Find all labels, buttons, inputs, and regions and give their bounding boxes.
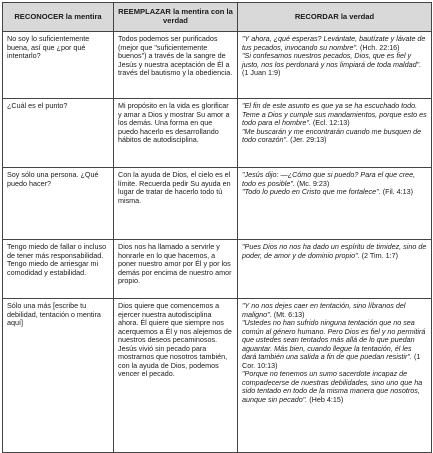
verse-reference: (1 Cor. 10:13) [242,352,421,370]
replace-cell: Con la ayuda de Dios, el cielo es el límite. Recuerda pedir Su ayuda en lugar de tratar de hacerlo todo tú misma. [114,168,238,240]
verse-quote: "Pues Dios no nos ha dado un espíritu de timidez, sino de poder, de amor y de dominio propio". [242,242,427,260]
verse-quote: "Jesús dijo: —¿Cómo que si puedo? Para el que cree, todo es posible". [242,170,416,188]
lie-cell: Tengo miedo de fallar o incluso de tener más responsabilidad. Tengo miedo de arriesgar mi comodidad y estabilidad. [3,240,114,299]
verse-cell [238,99,432,168]
verse-entry [242,35,427,52]
table-row [3,299,432,453]
header-remember: RECORDAR la verdad [238,3,432,32]
lie-cell: ¿Cuál es el punto? [3,99,114,168]
verse-cell [238,32,432,99]
verse-entry [242,302,427,319]
verse-reference: (Ecl. 12:13) [310,118,350,128]
verse-cell [238,299,432,453]
replace-cell: Dios quiere que comencemos a ejercer nuestra autodisciplina ahora. Él quiere que siempre nos acerquemos a Él y nos alejemos de nuestros deseos pecaminosos. Jesús vivió sin pecado para mostrarnos que nosotros también, con la ayuda de Dios, podemos vencer el pecado. [114,299,238,453]
verse-entry [242,171,427,188]
verse-reference: (Hch. 22:16) [358,42,400,52]
verse-entry [242,243,427,260]
verse-entry [242,102,427,128]
verse-entry [242,319,427,370]
verse-entry [242,370,427,404]
lie-cell: Sólo una más [escribe tu debilidad, tentación o mentira aquí] [3,299,114,453]
verse-reference: (Heb 4:15) [307,395,344,405]
verse-quote: "Todo lo puedo en Cristo que me fortalece". [242,187,381,197]
verse-quote: "El fin de este asunto es que ya se ha escuchado todo. Teme a Dios y cumple sus mandamientos, porque esto es todo para el hombre". [242,101,427,128]
verse-entry [242,52,427,78]
verse-reference: (Jer. 29:13) [288,135,327,145]
table-row [3,240,432,299]
verse-reference: (2 Tim. 1:7) [359,250,398,260]
verse-reference: (Fil. 4:13) [380,187,414,197]
lie-cell: No soy lo suficientemente buena, así que ¿por qué intentarlo? [3,32,114,99]
table-row [3,32,432,99]
verse-quote: "Si confesamos nuestros pecados, Dios, que es fiel y justo, nos los perdonará y nos limpiará de toda maldad". [242,51,422,69]
header-replace: REEMPLAZAR la mentira con la verdad [114,3,238,32]
verse-cell [238,168,432,240]
verse-quote: "Y ahora, ¿qué esperas? Levántate, bautízate y lávate de tus pecados, invocando su nombre". [242,34,426,52]
verse-quote: "Ustedes no han sufrido ninguna tentación que no sea común al género humano. Pero Dios es fiel y no permitirá que ustedes sean tentados más allá de lo que puedan aguantar. Más bien, cuando llegue la tentación, él les dará también una salida a fin de que puedan resistir". [242,318,426,362]
verse-quote: "Y no nos dejes caer en tentación, sino líbranos del maligno". [242,301,406,319]
lie-truth-table [2,2,432,453]
verse-reference: (Mc. 9:23) [294,178,330,188]
replace-cell: Dios nos ha llamado a servirle y honrarle en lo que hacemos, a poner nuestro amor por Él y por los demás por encima de nuestro amor propio. [114,240,238,299]
verse-entry [242,188,427,197]
verse-cell [238,240,432,299]
verse-entry [242,128,427,145]
table-header-row [3,3,432,32]
header-recognize: RECONOCER la mentira [3,3,114,32]
verse-quote: "Me buscarán y me encontrarán cuando me busquen de todo corazón". [242,126,422,145]
replace-cell: Mi propósito en la vida es glorificar y amar a Dios y mostrar Su amor a los demás. Una forma en que puedo hacerlo es desarrollando hábitos de autodisciplina. [114,99,238,168]
verse-quote: "Porque no tenemos un sumo sacerdote incapaz de compadecerse de nuestras debilidades, sino uno que ha sido tentado en todo de la misma manera que nosotros, aunque sin pecado". [242,369,423,405]
verse-reference: (1 Juan 1:9) [242,68,281,78]
replace-cell: Todos podemos ser purificados (mejor que "suficientemente buenos") a través de la sangre de Jesús y nuestra aceptación de Él a través del bautismo y la obediencia. [114,32,238,99]
verse-reference: (Mt. 6:13) [271,309,305,319]
lie-cell: Soy sólo una persona. ¿Qué puedo hacer? [3,168,114,240]
table-row [3,168,432,240]
table-row [3,99,432,168]
